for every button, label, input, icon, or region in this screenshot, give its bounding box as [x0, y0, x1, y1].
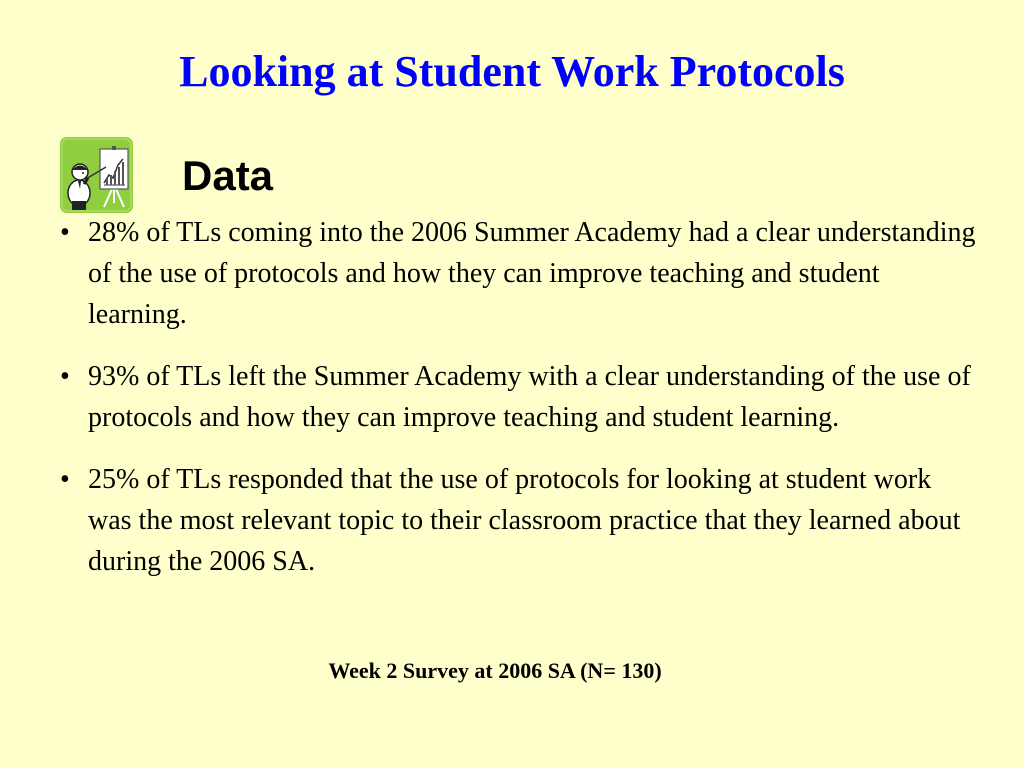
- section-heading: Data: [182, 152, 274, 199]
- source-note: Week 2 Survey at 2006 SA (N= 130): [328, 658, 662, 683]
- slide-title: Looking at Student Work Protocols: [179, 47, 845, 96]
- bullet-list: [60, 212, 980, 603]
- list-item: [60, 212, 980, 335]
- list-item: [60, 459, 980, 582]
- bullet-dot: •: [60, 464, 70, 495]
- bullet-text: 28% of TLs coming into the 2006 Summer Academy had a clear understanding of the use of protocols and how they can improve teaching and student learning.: [88, 217, 976, 330]
- bullet-dot: •: [60, 361, 70, 392]
- bullet-text: 93% of TLs left the Summer Academy with a clear understanding of the use of protocols and how they can improve teaching and student learning.: [88, 361, 971, 433]
- list-item: [60, 356, 980, 438]
- presenter-with-chart-icon: [60, 137, 133, 213]
- bullet-text: 25% of TLs responded that the use of protocols for looking at student work was the most relevant topic to their classroom practice that they learned about during the 2006 SA.: [88, 464, 961, 577]
- bullet-dot: •: [60, 217, 70, 248]
